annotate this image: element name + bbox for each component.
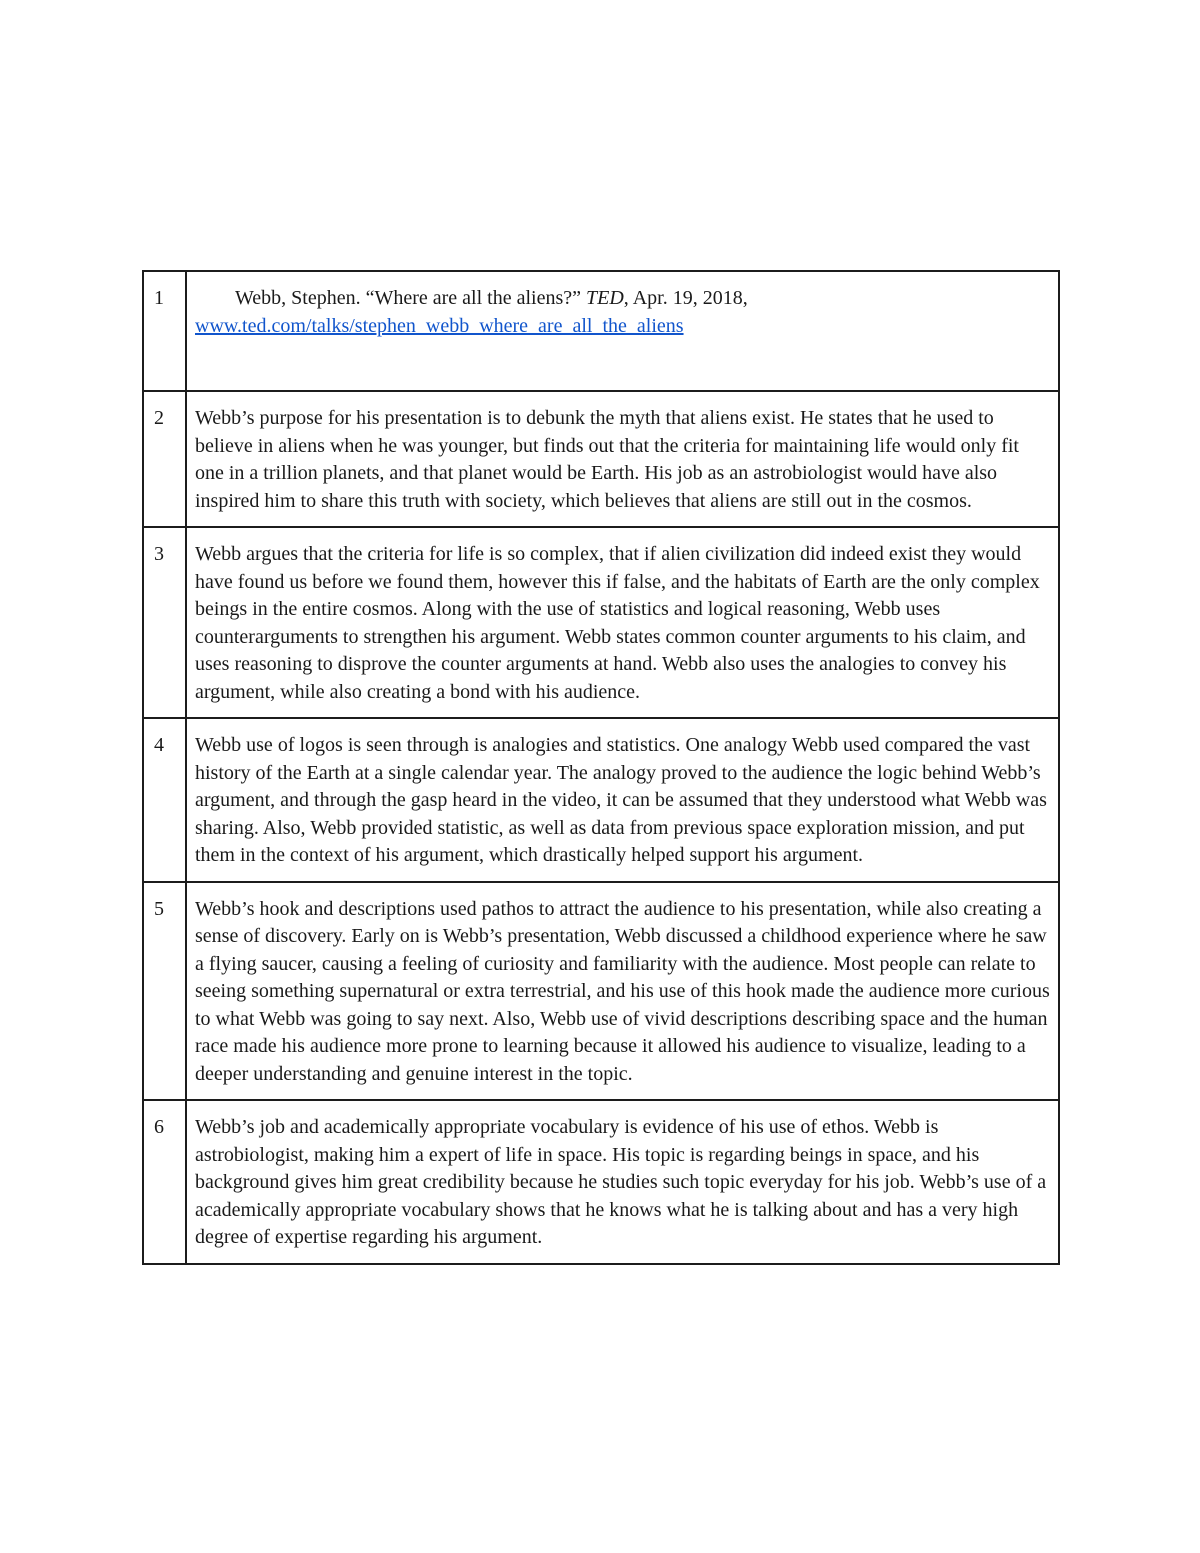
row-number: 6 bbox=[154, 1116, 164, 1138]
row-number-cell bbox=[143, 527, 186, 718]
table-row bbox=[143, 718, 1059, 882]
row-number: 4 bbox=[154, 734, 164, 756]
citation-url-link[interactable]: www.ted.com/talks/stephen_webb_where_are_all_the_aliens bbox=[195, 314, 684, 337]
paragraph-cell bbox=[186, 391, 1059, 527]
table-row bbox=[143, 271, 1059, 391]
citation-cell bbox=[186, 271, 1059, 391]
row-number: 5 bbox=[154, 897, 164, 920]
row-number-cell bbox=[143, 271, 186, 391]
paragraph-cell bbox=[186, 1100, 1059, 1264]
row-number: 1 bbox=[154, 287, 164, 309]
table-row bbox=[143, 882, 1059, 1101]
paragraph-text: Webb’s job and academically appropriate vocabulary is evidence of his use of ethos. Webb is astrobiologist, making him a expert of life in space. His topic is regarding beings in space, and his background gives him great credibility because he studies such topic everyday for his job. Webb’s use of a academically appropriate vocabulary shows that he knows what he is talking about and has a very high degree of expertise regarding his argument. bbox=[195, 1116, 1047, 1248]
paragraph-text: Webb use of logos is seen through is analogies and statistics. One analogy Webb used compared the vast history of the Earth at a single calendar year. The analogy proved to the audience the logic behind Webb’s argument, and through the gasp heard in the video, it can be assumed that they understood what Webb was sharing. Also, Webb provided statistic, as well as data from previous space exploration mission, and put them in the context of his argument, which drastically helped support his argument. bbox=[195, 734, 1047, 866]
citation bbox=[187, 272, 1058, 351]
paragraph-text: Webb’s purpose for his presentation is to debunk the myth that aliens exist. He states that he used to believe in aliens when he was younger, but finds out that the criteria for maintaining life would only fit one in a trillion planets, and that planet would be Earth. His job as an astrobiologist would have also inspired him to share this truth with society, which believes that aliens are still out in the cosmos. bbox=[195, 407, 1019, 512]
row-number-cell bbox=[143, 718, 186, 882]
row-number-cell bbox=[143, 391, 186, 527]
row-number: 3 bbox=[154, 543, 164, 565]
row-number-cell bbox=[143, 882, 186, 1101]
row-number: 2 bbox=[154, 407, 164, 429]
citation-author-title: Webb, Stephen. “Where are all the aliens?” bbox=[235, 287, 586, 309]
table-row bbox=[143, 391, 1059, 527]
paragraph-cell bbox=[186, 718, 1059, 882]
paragraph-text: Webb’s hook and descriptions used pathos to attract the audience to his presentation, while also creating a sense of discovery. Early on is Webb’s presentation, Webb discussed a childhood experience where he saw a flying saucer, causing a feeling of curiosity and familiarity with the audience. Most people can relate to seeing something supernatural or extra terrestrial, and his use of this hook made the audience more curious to what Webb was going to say next. Also, Webb use of vivid descriptions describing space and the human race made his audience more prone to learning because it allowed his audience to visualize, leading to a deeper understanding and genuine interest in the topic. bbox=[195, 897, 1050, 1085]
citation-date: , Apr. 19, 2018, bbox=[623, 287, 748, 309]
citation-source: TED bbox=[586, 287, 624, 309]
annotation-table bbox=[142, 270, 1060, 1265]
paragraph-cell bbox=[186, 882, 1059, 1101]
table-row bbox=[143, 1100, 1059, 1264]
paragraph-cell bbox=[186, 527, 1059, 718]
row-number-cell bbox=[143, 1100, 186, 1264]
paragraph-text: Webb argues that the criteria for life is so complex, that if alien civilization did indeed exist they would have found us before we found them, however this if false, and the habitats of Earth are the only complex beings in the entire cosmos. Along with the use of statistics and logical reasoning, Webb uses counterarguments to strengthen his argument. Webb states common counter arguments to his claim, and uses reasoning to disprove the counter arguments at hand. Webb also uses the analogies to convey his argument, while also creating a bond with his audience. bbox=[195, 543, 1040, 703]
table-row bbox=[143, 527, 1059, 718]
